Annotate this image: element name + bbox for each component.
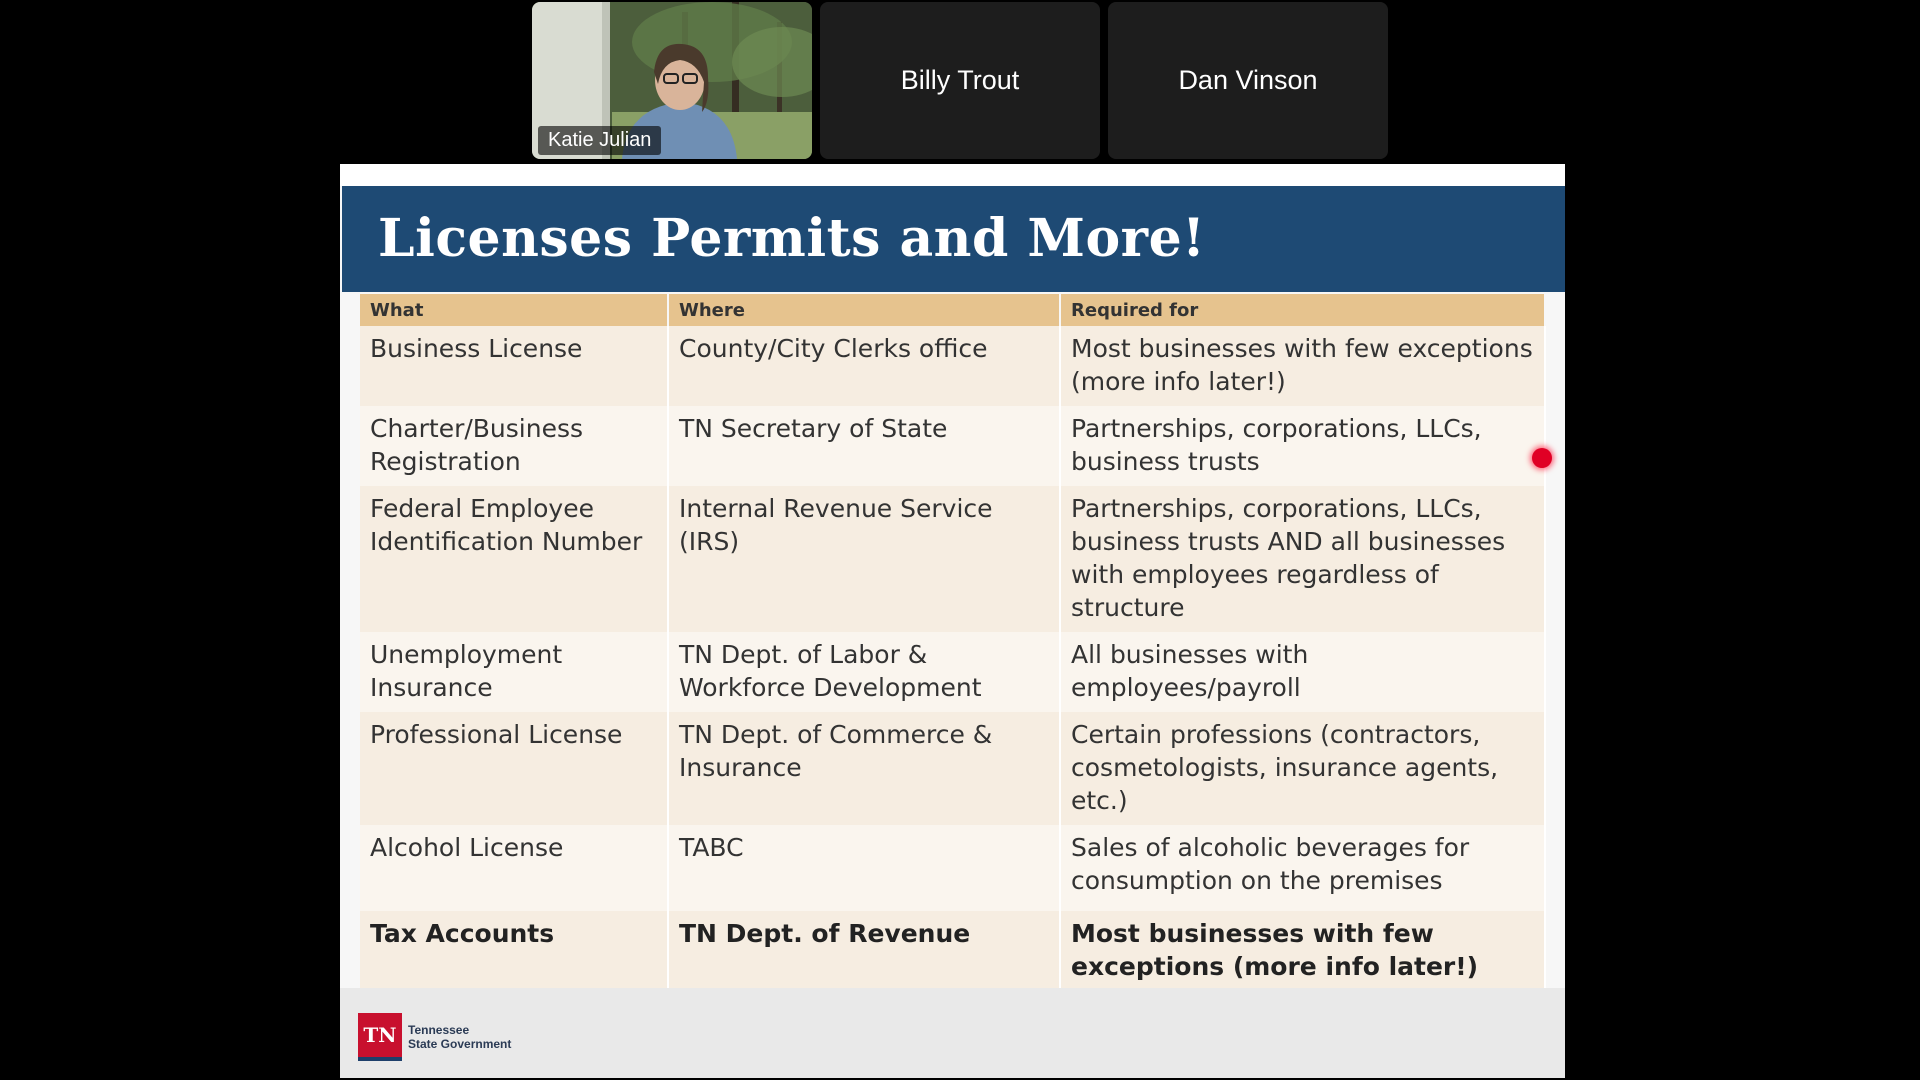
- shared-slide: [340, 164, 1565, 1078]
- slide-header: [342, 186, 1565, 292]
- cell-what: Charter/Business Registration: [360, 406, 668, 486]
- table-row: [360, 486, 1545, 632]
- cell-what: Business License: [360, 326, 668, 406]
- cell-required: Sales of alcoholic beverages for consumption on the premises: [1060, 825, 1545, 911]
- tn-logo: [358, 1013, 511, 1061]
- cell-what: Alcohol License: [360, 825, 668, 911]
- cell-required: All businesses with employees/payroll: [1060, 632, 1545, 712]
- slide-footer: [340, 988, 1565, 1078]
- licenses-table: [360, 294, 1546, 991]
- table-row: [360, 712, 1545, 825]
- participant-tile-video[interactable]: [532, 2, 812, 159]
- table-header-row: [360, 294, 1545, 326]
- cell-what: Federal Employee Identification Number: [360, 486, 668, 632]
- cell-what: Professional License: [360, 712, 668, 825]
- participant-tile[interactable]: [820, 2, 1100, 159]
- cell-where: TN Dept. of Revenue: [668, 911, 1060, 991]
- table-row: [360, 326, 1545, 406]
- tn-logo-line2: State Government: [408, 1037, 512, 1051]
- column-header: Where: [668, 294, 1060, 326]
- column-header: Required for: [1060, 294, 1545, 326]
- tn-logo-line1: Tennessee: [408, 1023, 470, 1037]
- cell-where: TN Dept. of Commerce & Insurance: [668, 712, 1060, 825]
- cell-where: County/City Clerks office: [668, 326, 1060, 406]
- table-row: [360, 911, 1545, 991]
- participant-name: Katie Julian: [538, 126, 661, 155]
- cell-required: Most businesses with few exceptions (more info later!): [1060, 326, 1545, 406]
- table-row: [360, 825, 1545, 911]
- cell-required: Partnerships, corporations, LLCs, business trusts: [1060, 406, 1545, 486]
- participant-name: Billy Trout: [900, 65, 1020, 95]
- table-row: [360, 406, 1545, 486]
- cell-required: Partnerships, corporations, LLCs, business trusts AND all businesses with employees regardless of structure: [1060, 486, 1545, 632]
- cell-where: TABC: [668, 825, 1060, 911]
- laser-pointer: [1532, 448, 1552, 468]
- column-header: What: [360, 294, 668, 326]
- cell-where: TN Dept. of Labor & Workforce Development: [668, 632, 1060, 712]
- tn-badge: TN: [358, 1013, 402, 1061]
- cell-where: Internal Revenue Service (IRS): [668, 486, 1060, 632]
- cell-what: Tax Accounts: [360, 911, 668, 991]
- participant-tile[interactable]: [1108, 2, 1388, 159]
- table-row: [360, 632, 1545, 712]
- slide-title: Licenses Permits and More!: [378, 208, 1206, 269]
- cell-where: TN Secretary of State: [668, 406, 1060, 486]
- cell-what: Unemployment Insurance: [360, 632, 668, 712]
- tn-logo-text: [408, 1023, 511, 1051]
- cell-required: Most businesses with few exceptions (more info later!): [1060, 911, 1545, 991]
- slide-top-strip: [340, 164, 1565, 186]
- participant-name: Dan Vinson: [1178, 65, 1318, 95]
- cell-required: Certain professions (contractors, cosmetologists, insurance agents, etc.): [1060, 712, 1545, 825]
